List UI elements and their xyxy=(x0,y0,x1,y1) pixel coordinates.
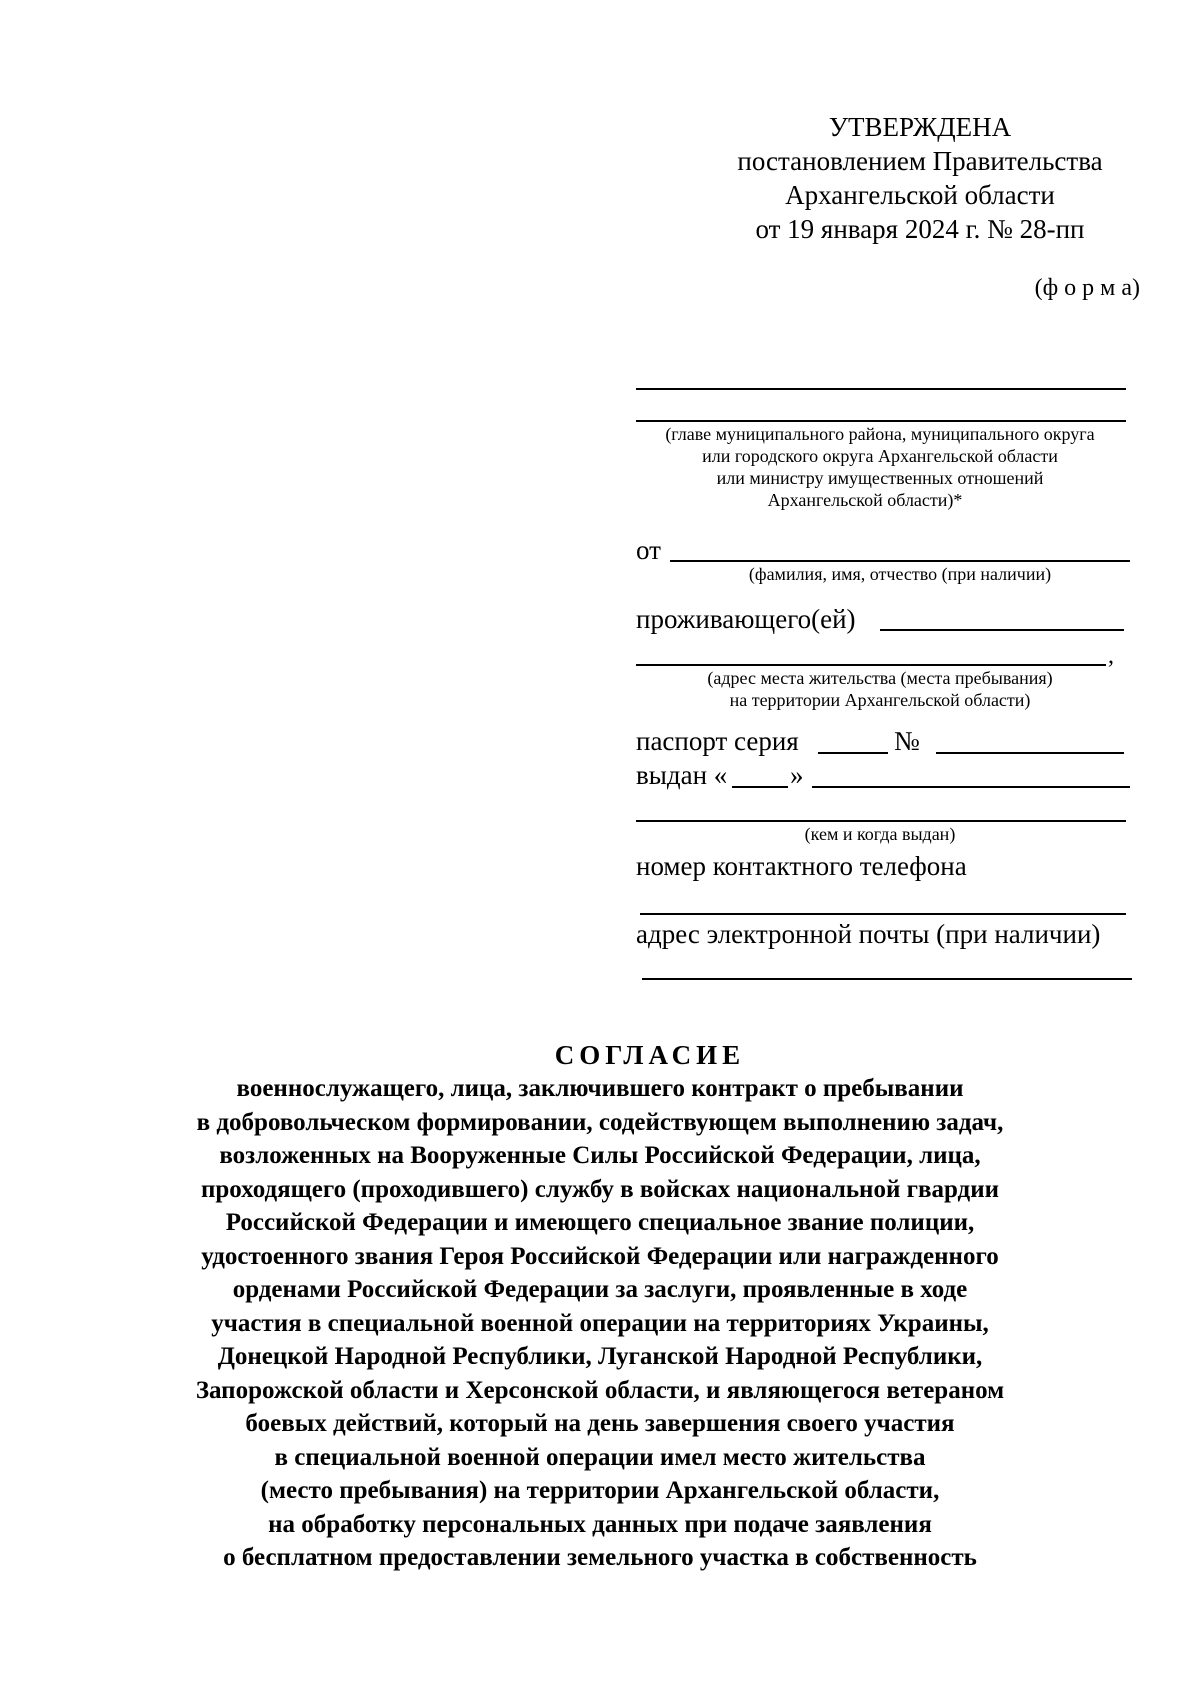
approval-line-1: постановлением Правительства xyxy=(737,146,1103,176)
document-title: СОГЛАСИЕ xyxy=(554,1040,746,1070)
issued-close-quote: » xyxy=(790,760,804,790)
name-caption: (фамилия, имя, отчество (при наличии) xyxy=(748,564,1052,584)
subtitle-line: (место пребывания) на территории Архангельской области, xyxy=(260,1477,940,1504)
subtitle-line: участия в специальной военной операции на территориях Украины, xyxy=(211,1309,989,1337)
passport-series-line[interactable] xyxy=(818,752,888,754)
subtitle-line: в специальной военной операции имел место жительства xyxy=(274,1443,926,1471)
address-field-line[interactable] xyxy=(636,664,1106,666)
approval-line-2: Архангельской области xyxy=(785,180,1055,210)
subtitle-line: Запорожской области и Херсонской области, и являющегося ветераном xyxy=(195,1376,1005,1404)
residing-field-line[interactable] xyxy=(880,629,1124,631)
email-label: адрес электронной почты (при наличии) xyxy=(636,919,1101,949)
subtitle-line: в добровольческом формировании, содействующем выполнению задач, xyxy=(196,1108,1004,1136)
address-caption-line-1: (адрес места жительства (места пребывания) xyxy=(707,668,1053,688)
subtitle-line: Российской Федерации и имеющего специальное звание полиции, xyxy=(225,1209,975,1236)
addressee-caption xyxy=(620,423,1140,511)
addressee-caption-line-1: (главе муниципального района, муниципального округа xyxy=(665,424,1095,444)
issued-by-line[interactable] xyxy=(636,820,1126,822)
subtitle-line: возложенных на Вооруженные Силы Российской Федерации, лица, xyxy=(219,1142,981,1169)
addressee-line-1[interactable] xyxy=(636,388,1126,390)
address-comma: , xyxy=(1108,643,1114,669)
issued-date-line[interactable] xyxy=(812,786,1130,788)
email-field-line[interactable] xyxy=(642,978,1132,980)
addressee-caption-line-4: Архангельской области)* xyxy=(767,490,963,510)
subtitle-line: боевых действий, который на день завершения своего участия xyxy=(245,1410,955,1437)
addressee-caption-line-2: или городского округа Архангельской области xyxy=(702,446,1058,466)
from-label: от xyxy=(636,535,661,565)
address-caption-line-2: на территории Архангельской области) xyxy=(729,690,1031,710)
name-field-line[interactable] xyxy=(670,560,1130,562)
approval-block xyxy=(700,110,1140,246)
address-caption xyxy=(660,667,1100,711)
subtitle-line: удостоенного звания Героя Российской Федерации или награжденного xyxy=(201,1242,999,1270)
passport-number-line[interactable] xyxy=(936,752,1124,754)
addressee-caption-line-3: или министру имущественных отношений xyxy=(716,468,1044,488)
issued-caption: (кем и когда выдан) xyxy=(804,824,956,844)
subtitle-line: Донецкой Народной Республики, Луганской Народной Республики, xyxy=(217,1343,983,1370)
form-mark: (ф о р м а) xyxy=(1034,275,1140,301)
issued-label: выдан « xyxy=(636,760,728,790)
issued-day-line[interactable] xyxy=(732,786,788,788)
subtitle-line: о бесплатном предоставлении земельного участка в собственность xyxy=(223,1544,977,1571)
document-subtitle xyxy=(50,1072,1150,1575)
subtitle-line: военнослужащего, лица, заключившего контракт о пребывании xyxy=(236,1075,964,1102)
phone-label: номер контактного телефона xyxy=(636,851,967,881)
subtitle-line: орденами Российской Федерации за заслуги, проявленные в ходе xyxy=(232,1276,968,1303)
passport-label: паспорт серия xyxy=(636,726,799,756)
approval-line-3: от 19 января 2024 г. № 28-пп xyxy=(755,214,1085,244)
subtitle-line: проходящего (проходившего) службу в войсках национальной гвардии xyxy=(200,1175,1000,1203)
approval-heading: УТВЕРЖДЕНА xyxy=(828,112,1012,142)
phone-field-line[interactable] xyxy=(640,913,1126,915)
residing-label: проживающего(ей) xyxy=(636,604,856,634)
addressee-line-2[interactable] xyxy=(636,420,1126,422)
number-sign: № xyxy=(894,726,920,756)
subtitle-line: на обработку персональных данных при подаче заявления xyxy=(268,1510,932,1538)
